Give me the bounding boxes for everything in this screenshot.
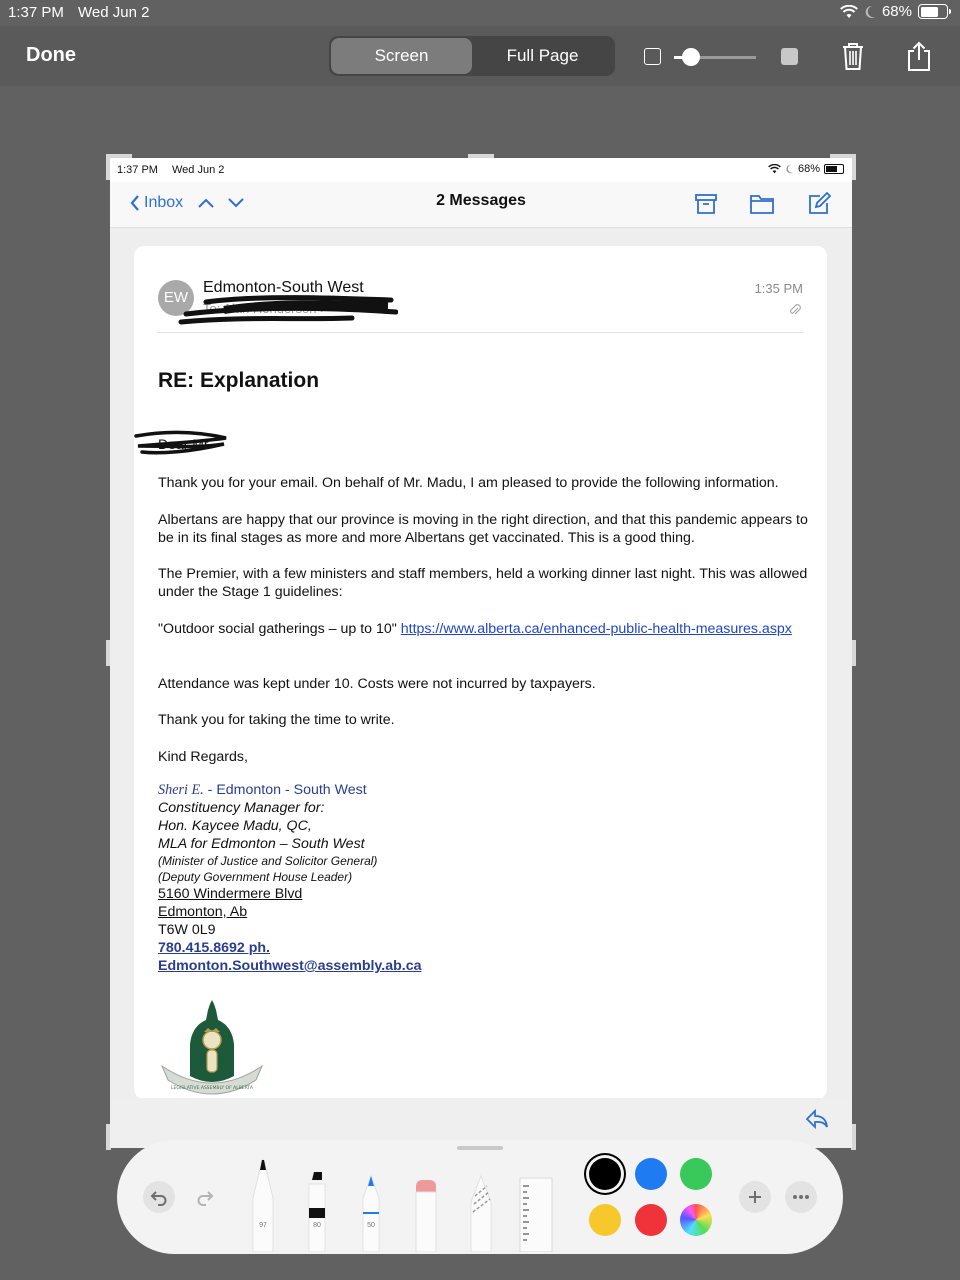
screenshot-preview[interactable]: [110, 158, 852, 1148]
message-time: 1:35 PM: [754, 281, 803, 296]
sender-name[interactable]: Edmonton-South West: [203, 279, 364, 296]
nav-title: 2 Messages: [436, 192, 526, 209]
palette-grabber[interactable]: [457, 1146, 503, 1150]
email-signature: [158, 781, 558, 975]
marker-tool[interactable]: [304, 1152, 330, 1257]
screen-fullpage-segmented-control: [329, 36, 615, 76]
mail-nav-bar: [110, 182, 852, 228]
pencil-width-value: 50: [367, 1222, 375, 1229]
inner-battery-percent: 68%: [797, 163, 820, 175]
compose-icon[interactable]: [807, 192, 831, 216]
status-time: 1:37 PM: [8, 4, 64, 21]
undo-button[interactable]: [143, 1181, 175, 1213]
message-area: [110, 228, 852, 1148]
plus-icon: [747, 1189, 763, 1205]
ruler-icon: [519, 1152, 553, 1252]
wifi-icon: [768, 164, 781, 174]
inner-status-time: 1:37 PM: [117, 164, 158, 176]
color-yellow-swatch[interactable]: [589, 1204, 621, 1236]
opacity-slider[interactable]: [644, 47, 804, 67]
share-icon[interactable]: [904, 40, 934, 72]
trash-icon[interactable]: [838, 40, 868, 72]
status-bar: [0, 0, 960, 26]
inner-status-bar: [110, 158, 852, 182]
color-blue-swatch[interactable]: [635, 1158, 667, 1190]
body-paragraph: Albertans are happy that our province is moving in the right direction, and that this pandemic appears to be in its final stages as more and more Albertans get vaccinated. This is a good thing.: [158, 512, 808, 546]
body-paragraph: Attendance was kept under 10. Costs were not incurred by taxpayers.: [158, 676, 596, 692]
signature-postal: T6W 0L9: [158, 922, 216, 938]
done-button[interactable]: Done: [26, 44, 76, 66]
marker-width-value: 80: [313, 1222, 321, 1229]
salutation: Dear Mr: [158, 436, 209, 452]
moon-icon: [864, 5, 876, 19]
quote-text: "Outdoor social gatherings – up to 10": [158, 621, 401, 637]
opacity-low-icon: [644, 48, 661, 65]
signature-name: Sheri E.: [158, 782, 204, 798]
inbox-label: Inbox: [144, 194, 184, 211]
signature-title: (Deputy Government House Leader): [158, 870, 353, 884]
pencil-icon: [359, 1152, 383, 1252]
body-paragraph: Thank you for taking the time to write.: [158, 712, 395, 728]
signature-title: (Minister of Justice and Solicitor General): [158, 854, 378, 868]
status-date: Wed Jun 2: [78, 4, 150, 21]
recipient-line[interactable]: To: Alan Henderson >: [203, 301, 328, 316]
eraser-tool[interactable]: [414, 1152, 438, 1257]
redo-icon: [196, 1188, 214, 1206]
marker-icon: [304, 1152, 330, 1252]
health-measures-link[interactable]: https://www.alberta.ca/enhanced-public-health-measures.aspx: [400, 621, 792, 637]
pen-icon: [251, 1152, 275, 1252]
signature-mla: Hon. Kaycee Madu, QC,: [158, 818, 312, 834]
pen-tool[interactable]: [251, 1152, 275, 1257]
more-button[interactable]: [785, 1181, 817, 1213]
battery-icon: [824, 164, 844, 174]
quote-paragraph: [158, 620, 810, 638]
moon-icon: [785, 164, 794, 174]
status-right: [840, 3, 948, 20]
signature-line: [158, 781, 558, 799]
redaction-scribble: [130, 426, 230, 458]
pencil-tool[interactable]: [359, 1152, 383, 1257]
message-subject: RE: Explanation: [158, 369, 320, 392]
color-red-swatch[interactable]: [635, 1204, 667, 1236]
battery-percent: 68%: [881, 3, 912, 20]
archive-icon[interactable]: [694, 192, 718, 216]
opacity-high-icon: [781, 48, 798, 65]
signature-phone-link[interactable]: 780.415.8692 ph.: [158, 940, 271, 956]
inner-status-right: [768, 163, 844, 175]
body-paragraph: Kind Regards,: [158, 749, 248, 765]
signature-role: Constituency Manager for:: [158, 800, 325, 816]
markup-tool-palette: [117, 1140, 843, 1254]
signature-city[interactable]: Edmonton, Ab: [158, 904, 248, 920]
battery-icon: [918, 4, 948, 19]
eraser-icon: [414, 1152, 438, 1252]
color-green-swatch[interactable]: [680, 1158, 712, 1190]
more-icon: [792, 1194, 810, 1200]
signature-email-link[interactable]: Edmonton.Southwest@assembly.ab.ca: [158, 958, 422, 974]
screenshot-editor-toolbar: [0, 26, 960, 86]
ruler-tool[interactable]: [519, 1152, 553, 1257]
tab-screen[interactable]: Screen: [331, 38, 472, 74]
signature-address[interactable]: 5160 Windermere Blvd: [158, 886, 303, 902]
pen-width-value: 97: [259, 1222, 267, 1229]
undo-icon: [150, 1188, 168, 1206]
inner-status-date: Wed Jun 2: [172, 164, 225, 176]
message-card: [134, 246, 827, 1099]
signature-riding: MLA for Edmonton – South West: [158, 836, 365, 852]
reply-icon[interactable]: [804, 1108, 830, 1130]
color-black-swatch[interactable]: [589, 1158, 621, 1190]
opacity-slider-knob[interactable]: [682, 48, 700, 66]
folder-icon[interactable]: [749, 192, 775, 216]
lasso-icon: [469, 1152, 493, 1252]
body-paragraph: Thank you for your email. On behalf of Mr. Madu, I am pleased to provide the following information.: [158, 475, 779, 491]
paperclip-icon: [789, 303, 801, 317]
redaction-scribble: [176, 292, 398, 328]
add-button[interactable]: [739, 1181, 771, 1213]
redo-button[interactable]: [189, 1181, 221, 1213]
wifi-icon: [840, 5, 858, 19]
color-picker-swatch[interactable]: [680, 1204, 712, 1236]
avatar[interactable]: EW: [158, 280, 194, 316]
tab-full-page[interactable]: Full Page: [506, 46, 579, 65]
lasso-tool[interactable]: [469, 1152, 493, 1257]
seal-text: LEGISLATIVE ASSEMBLY OF ALBERTA: [171, 1086, 253, 1091]
signature-office: - Edmonton - South West: [203, 782, 367, 798]
body-paragraph: The Premier, with a few ministers and staff members, held a working dinner last night. This was allowed under the Stage 1 guidelines:: [158, 566, 808, 600]
header-divider: [157, 332, 804, 333]
legislative-assembly-seal-logo: [160, 996, 264, 1100]
